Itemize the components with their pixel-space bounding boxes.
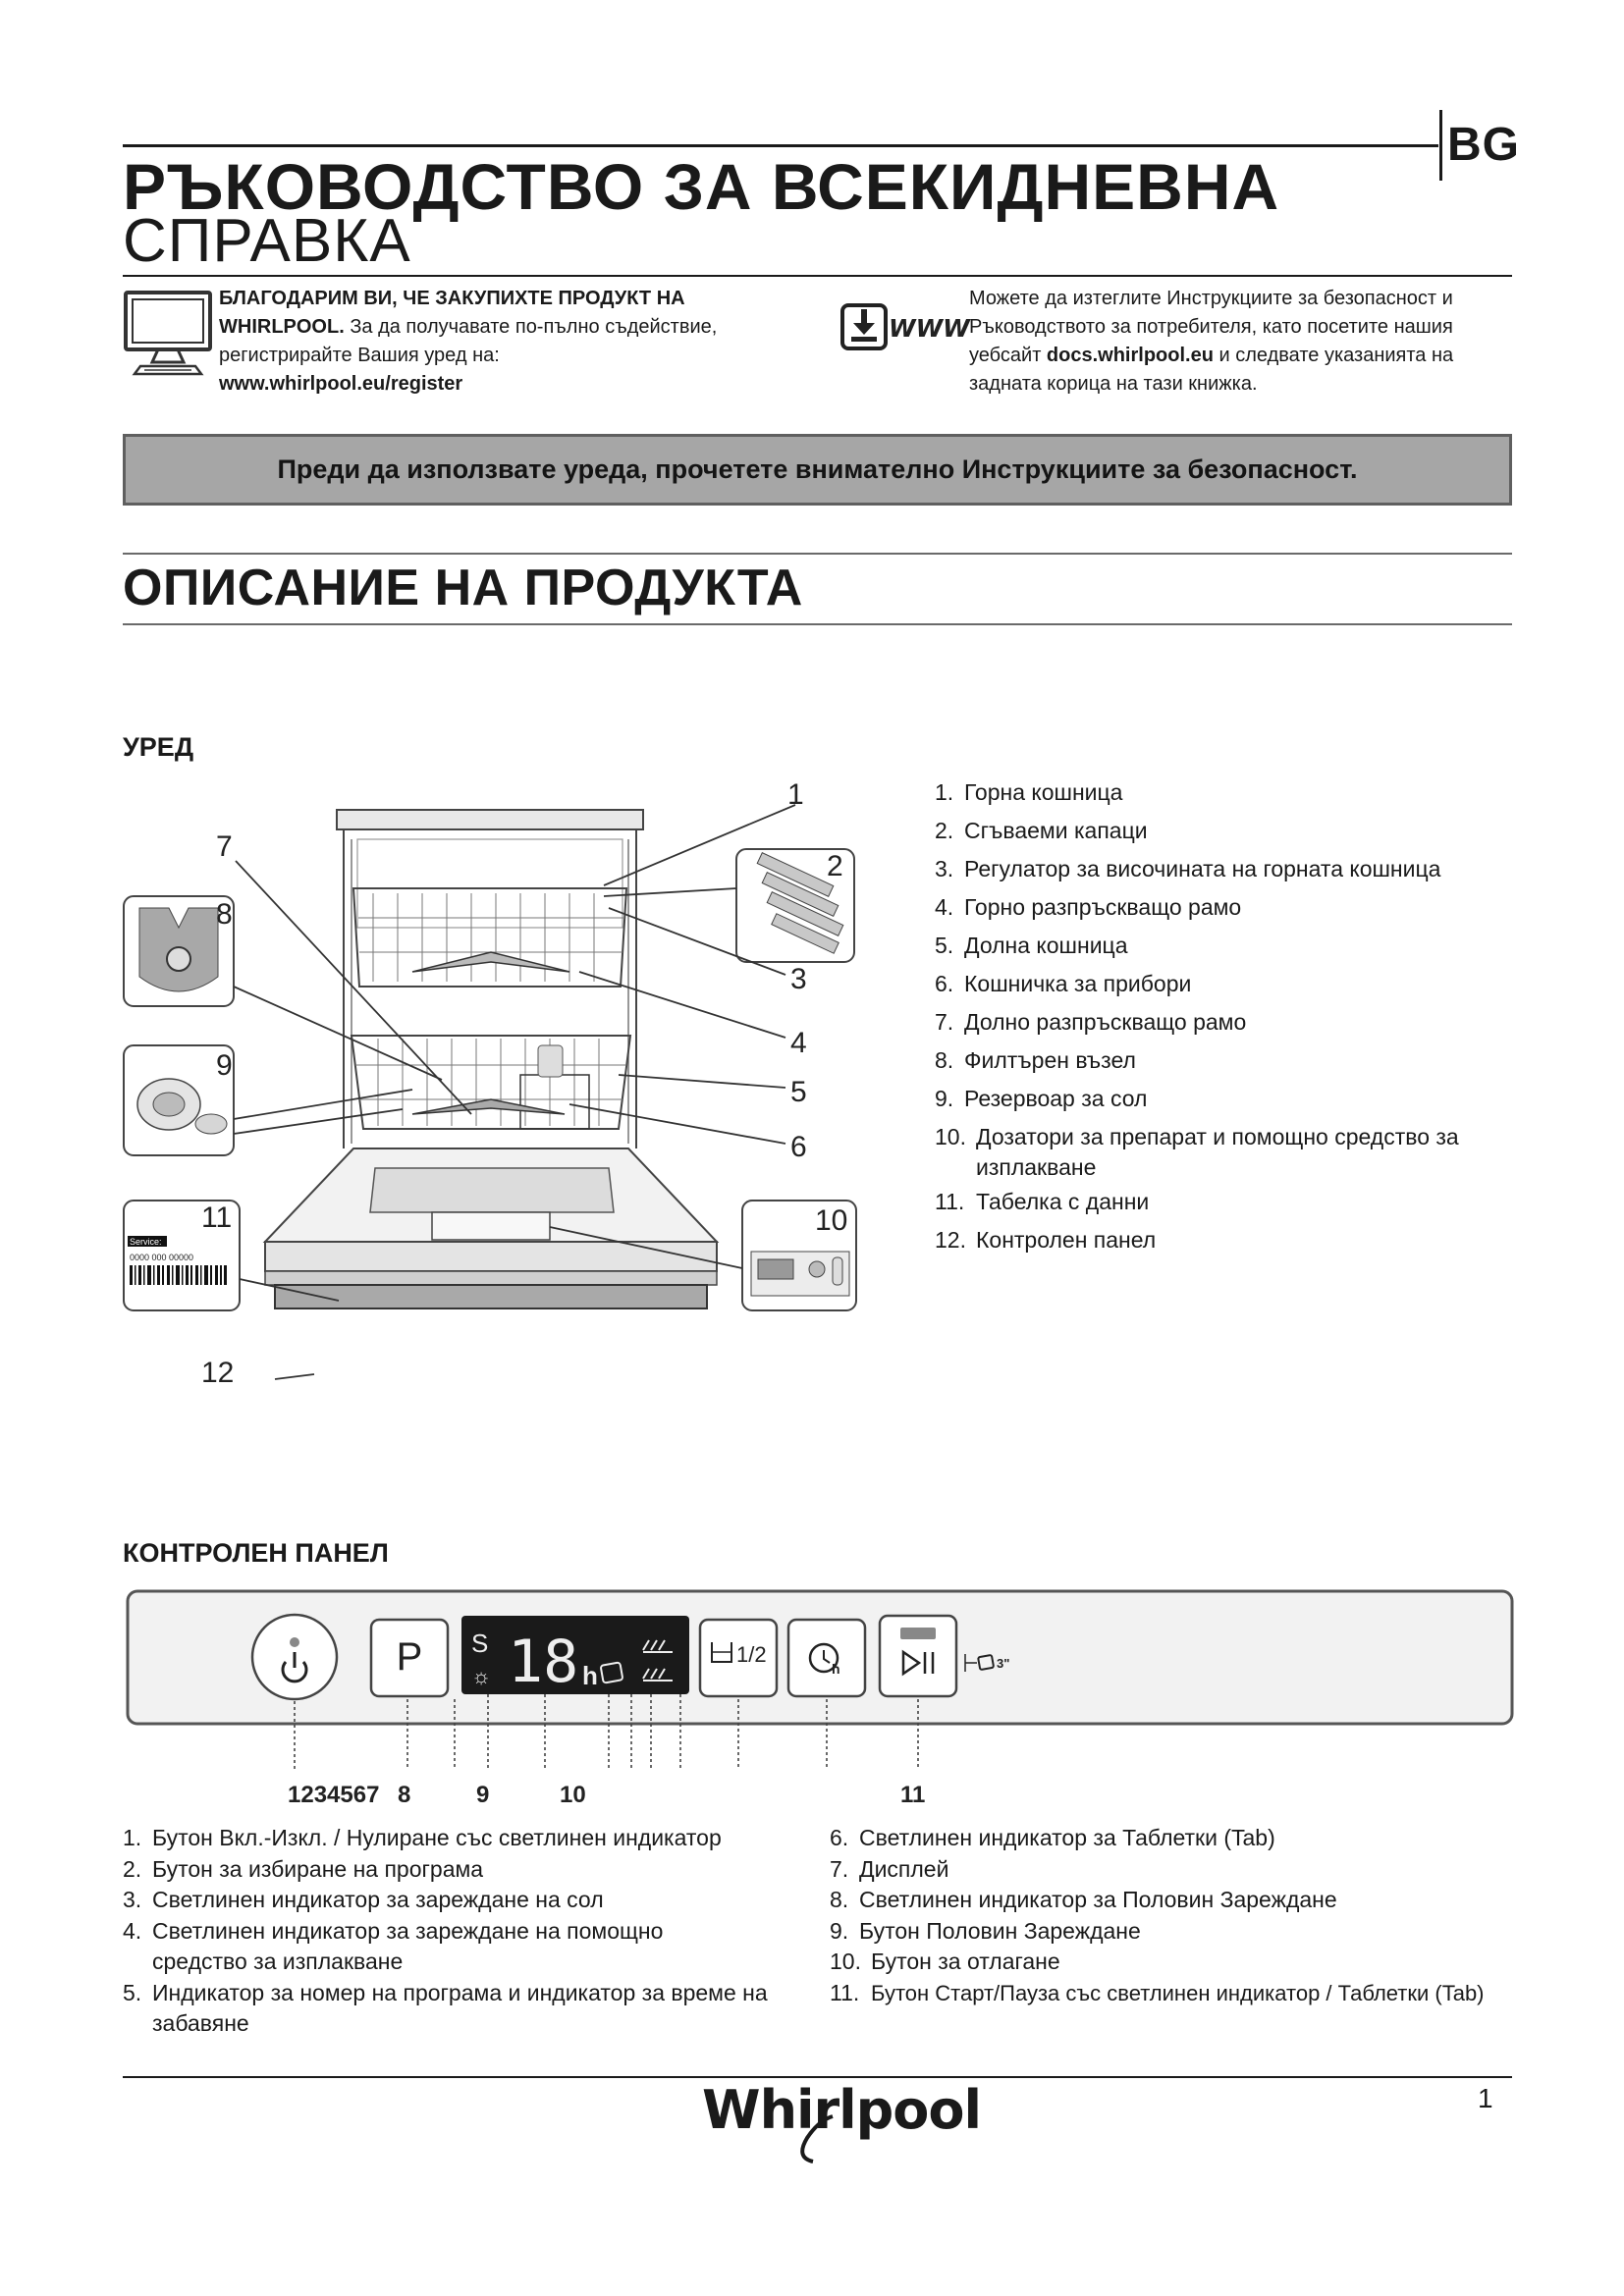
- callout-1: 1: [787, 778, 804, 811]
- service-label: Service:: [130, 1237, 162, 1247]
- item-text: Бутон Половин Зареждане: [859, 1917, 1141, 1944]
- half-load-label: 1/2: [736, 1642, 767, 1667]
- item-number: 4.: [123, 1917, 142, 1944]
- appliance-heading: УРЕД: [123, 732, 194, 762]
- salt-indicator-icon: S: [471, 1629, 489, 1658]
- callout-8: 8: [216, 898, 233, 931]
- item-number: 9.: [935, 1086, 954, 1111]
- item-text: Светлинен индикатор за зареждане на сол: [152, 1887, 604, 1912]
- list-item: [935, 1080, 1504, 1118]
- item-text: Дисплей: [859, 1855, 949, 1882]
- item-text: Табелка с данни: [976, 1189, 1150, 1214]
- item-text: Долно разпръскващо рамо: [964, 1009, 1247, 1035]
- registration-url[interactable]: www.whirlpool.eu/register: [219, 373, 463, 395]
- callout-11: 11: [201, 1201, 233, 1234]
- item-text: Бутон за избиране на програма: [152, 1855, 484, 1882]
- brand-logo: Whirlpool: [702, 2079, 982, 2141]
- list-item: [123, 1978, 810, 2040]
- delay-button[interactable]: [788, 1620, 865, 1696]
- safety-banner: Преди да използвате уреда, прочетете внимателно Инструкциите за безопасност.: [123, 434, 1512, 506]
- item-number: 11.: [935, 1189, 965, 1214]
- item-text: Контролен панел: [976, 1227, 1157, 1253]
- list-item: [935, 1041, 1504, 1080]
- section-rule-top: [123, 553, 1512, 555]
- item-number: 9.: [830, 1917, 849, 1944]
- panel-callout-9: 9: [476, 1782, 490, 1808]
- display-digits: 18: [508, 1628, 579, 1696]
- start-indicator: [900, 1628, 936, 1639]
- list-item: [935, 774, 1504, 812]
- parts-list: [935, 774, 1504, 1259]
- item-text: Бутон Старт/Пауза със светлинен индикатор / Таблетки (Tab): [871, 1980, 1485, 2005]
- callout-12: 12: [201, 1357, 235, 1389]
- item-text: Дозатори за препарат и помощно средство за изплакване: [976, 1124, 1459, 1180]
- registration-thanks: БЛАГОДАРИМ ВИ, ЧЕ ЗАКУПИХТЕ ПРОДУКТ НА WHIRLPOOL.: [219, 288, 685, 338]
- page-title-line1: РЪКОВОДСТВО ЗА ВСЕКИДНЕВНА: [123, 150, 1280, 223]
- page-number: 1: [1478, 2083, 1493, 2113]
- language-code: BG: [1447, 119, 1520, 171]
- item-number: 6.: [830, 1825, 849, 1850]
- download-icon: [839, 299, 970, 354]
- control-panel-diagram: [123, 1583, 1517, 1819]
- item-number: 10.: [830, 1949, 861, 1974]
- item-number: 8.: [935, 1047, 954, 1073]
- item-number: 10.: [935, 1124, 966, 1149]
- item-text: Сгъваеми капаци: [964, 818, 1148, 843]
- item-number: 2.: [935, 818, 954, 843]
- control-panel-list-left: [123, 1823, 810, 2040]
- logo-swoosh-icon: [785, 2109, 844, 2167]
- registration-note: [219, 285, 808, 399]
- list-item: [935, 888, 1504, 927]
- list-item: [935, 965, 1504, 1003]
- power-indicator: [290, 1637, 299, 1647]
- item-number: 7.: [830, 1855, 849, 1882]
- download-note: [969, 285, 1519, 399]
- list-item: [830, 1885, 1517, 1916]
- title-rule: [123, 275, 1512, 277]
- rinse-aid-indicator-icon: ☼: [471, 1664, 492, 1688]
- item-text: Горно разпръскващо рамо: [964, 894, 1242, 920]
- list-item: [935, 927, 1504, 965]
- display-hours: h: [582, 1661, 598, 1690]
- list-item: [830, 1854, 1517, 1886]
- item-text: Бутон за отлагане: [871, 1949, 1060, 1974]
- item-text: Светлинен индикатор за зареждане на помощно средство за изплакване: [152, 1917, 664, 1974]
- dishwasher-diagram: [118, 780, 864, 1389]
- item-number: 3.: [935, 856, 954, 881]
- callout-3: 3: [790, 963, 807, 995]
- download-text-after: и следвате указанията на задната корица на тази книжка.: [969, 345, 1454, 395]
- callout-5: 5: [790, 1076, 807, 1108]
- list-item: [123, 1823, 810, 1854]
- item-number: 8.: [830, 1887, 849, 1912]
- list-item: [935, 850, 1504, 888]
- item-text: Долна кошница: [964, 933, 1128, 958]
- language-divider: [1439, 110, 1442, 181]
- program-button-label: P: [396, 1635, 423, 1679]
- www-label: WWW: [889, 314, 970, 343]
- item-text: Светлинен индикатор за Таблетки (Tab): [859, 1825, 1275, 1850]
- page-title-line2: СПРАВКА: [123, 207, 411, 275]
- section-rule-bottom: [123, 623, 1512, 625]
- download-text-before: Можете да изтеглите Инструкциите за безопасност и Ръководството за потребителя, като посетите нашия уебсайт: [969, 288, 1453, 366]
- list-item: [935, 1183, 1504, 1221]
- list-item: [935, 1221, 1504, 1259]
- item-number: 1.: [123, 1825, 142, 1850]
- list-item: [935, 1003, 1504, 1041]
- callout-10: 10: [815, 1204, 848, 1237]
- list-item: [830, 1947, 1517, 1978]
- monitor-icon: [123, 290, 213, 378]
- panel-callout-11: 11: [900, 1782, 926, 1808]
- docs-url[interactable]: docs.whirlpool.eu: [1046, 345, 1214, 366]
- item-text: Резервоар за сол: [964, 1086, 1148, 1111]
- hold-time-label: 3": [997, 1656, 1010, 1671]
- item-number: 5.: [123, 1979, 142, 2005]
- list-item: [935, 1118, 1504, 1183]
- panel-callout-10: 10: [560, 1782, 586, 1808]
- list-item: [830, 1916, 1517, 1948]
- item-number: 4.: [935, 894, 954, 920]
- item-text: Индикатор за номер на програма и индикатор за време на забавяне: [152, 1979, 768, 2036]
- item-text: Горна кошница: [964, 779, 1123, 805]
- item-text: Регулатор за височината на горната кошница: [964, 856, 1441, 881]
- control-panel-list-right: [830, 1823, 1517, 2008]
- list-item: [935, 812, 1504, 850]
- list-item: [123, 1916, 810, 1978]
- item-number: 7.: [935, 1009, 954, 1035]
- item-text: Кошничка за прибори: [964, 971, 1192, 996]
- panel-callout-1-7: 1234567: [288, 1782, 380, 1808]
- callout-2: 2: [827, 850, 843, 882]
- callout-4: 4: [790, 1027, 807, 1059]
- list-item: [123, 1854, 810, 1886]
- control-panel-heading: КОНТРОЛЕН ПАНЕЛ: [123, 1538, 389, 1568]
- item-text: Бутон Вкл.-Изкл. / Нулиране със светлинен индикатор: [152, 1825, 722, 1850]
- list-item: [830, 1823, 1517, 1854]
- item-number: 11.: [830, 1979, 860, 2005]
- item-number: 6.: [935, 971, 954, 996]
- callout-9: 9: [216, 1049, 233, 1082]
- item-number: 3.: [123, 1887, 142, 1912]
- list-item: [123, 1885, 810, 1916]
- svg-text:h: h: [832, 1661, 840, 1677]
- section-title: ОПИСАНИЕ НА ПРОДУКТА: [123, 560, 803, 616]
- item-number: 5.: [935, 933, 954, 958]
- item-number: 2.: [123, 1855, 142, 1882]
- item-text: Светлинен индикатор за Половин Зареждане: [859, 1887, 1337, 1912]
- panel-callout-8: 8: [398, 1782, 411, 1808]
- item-number: 1.: [935, 779, 954, 805]
- item-text: Филтърен възел: [964, 1047, 1136, 1073]
- callout-7: 7: [216, 830, 233, 863]
- registration-text: За да получавате по-пълно съдействие, регистрирайте Вашия уред на:: [219, 316, 718, 366]
- list-item: [830, 1978, 1517, 2009]
- item-number: 12.: [935, 1227, 966, 1253]
- service-number: 0000 000 00000: [130, 1253, 194, 1262]
- callout-6: 6: [790, 1131, 807, 1163]
- footer-rule: [123, 2076, 1512, 2078]
